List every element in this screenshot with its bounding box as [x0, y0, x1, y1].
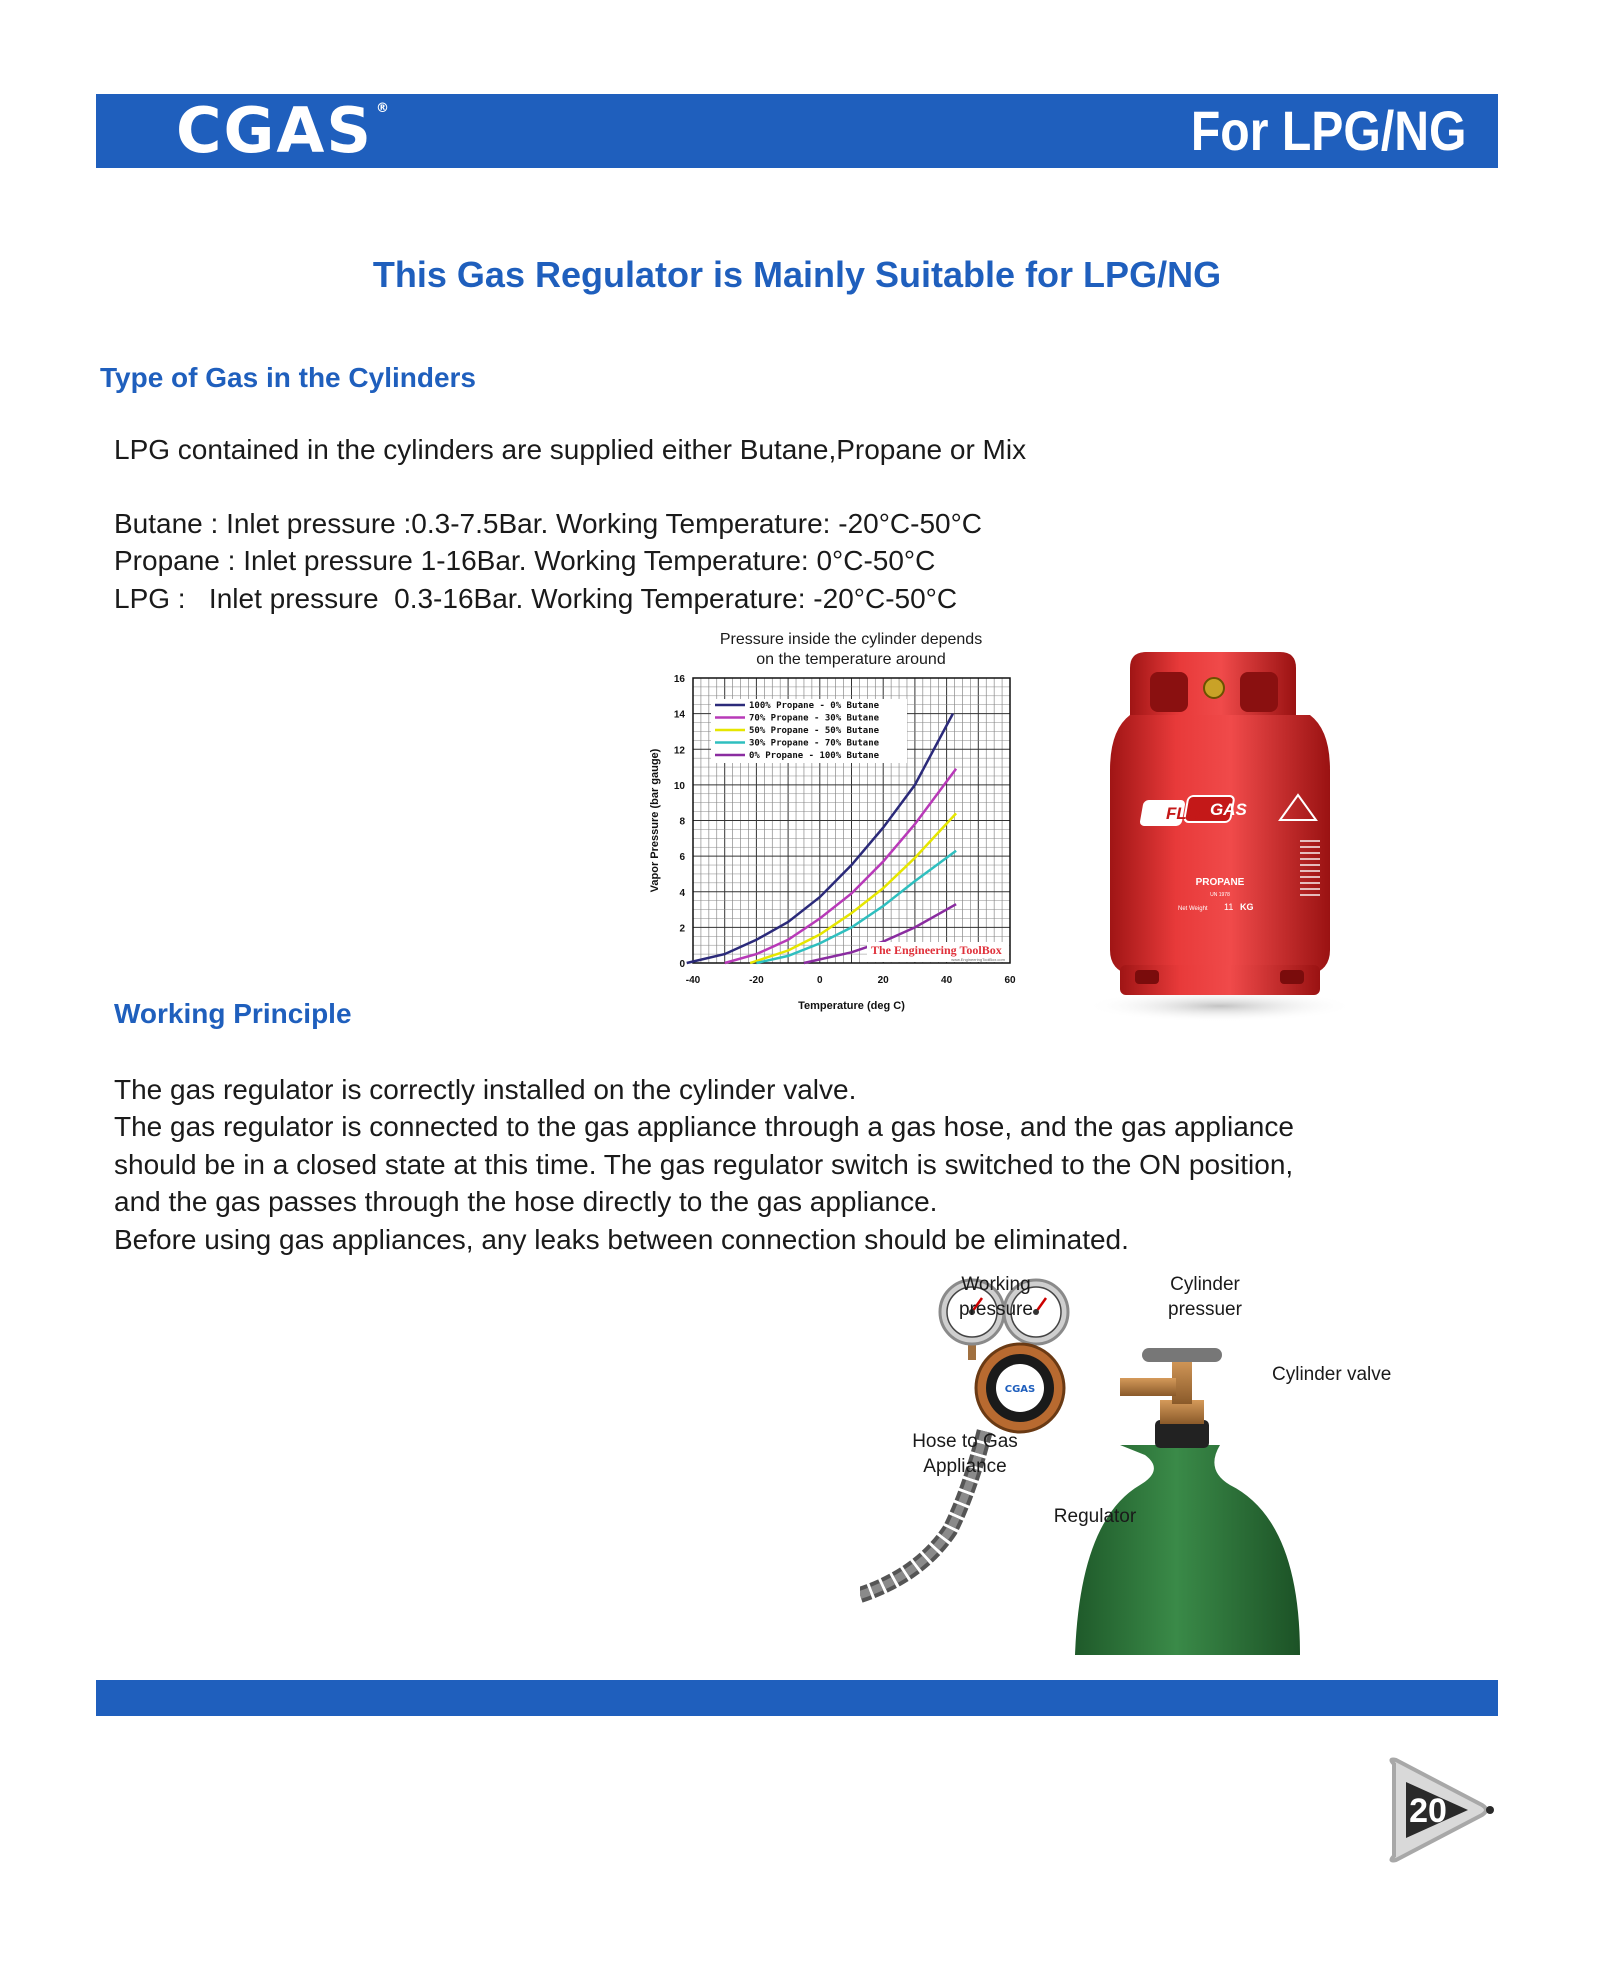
y-tick-label: 0 [679, 959, 685, 970]
y-axis-label: Vapor Pressure (bar gauge) [649, 748, 661, 893]
valve-base-icon [1155, 1420, 1209, 1448]
lpg-spec: LPG : Inlet pressure 0.3-16Bar. Working Temperature: -20°C-50°C [114, 583, 958, 614]
working-principle-heading: Working Principle [114, 998, 352, 1029]
regulator-badge: CGAS [1004, 1384, 1036, 1395]
label-cylinder-pressure-1: Cylinder [1170, 1274, 1240, 1295]
cylinder-weight-label: Net Weight [1178, 906, 1208, 912]
label-cylinder-pressure-2: pressuer [1168, 1299, 1242, 1320]
chart-watermark-url: www.EngineeringToolBox.com [951, 957, 1005, 962]
legend-label: 30% Propane - 70% Butane [749, 738, 880, 749]
legend-label: 100% Propane - 0% Butane [749, 701, 880, 711]
y-tick-label: 10 [673, 780, 685, 792]
working-line-2: The gas regulator is connected to the gas appliance through a gas hose, and the gas appliance [114, 1111, 1294, 1142]
label-working-pressure-2: pressure [959, 1299, 1033, 1320]
x-tick-label: 20 [877, 975, 889, 986]
header-title: For LPG/NG [1190, 99, 1466, 162]
play-arrow-icon [1380, 1750, 1500, 1870]
cylinder-product-code: UN 1978 [1210, 892, 1230, 898]
legend-label: 0% Propane - 100% Butane [749, 751, 880, 761]
cylinder-weight-unit: KG [1240, 902, 1254, 912]
registered-mark: ® [376, 101, 392, 116]
legend-label: 70% Propane - 30% Butane [749, 713, 880, 724]
x-tick-label: 40 [941, 975, 953, 986]
vapor-pressure-chart [640, 628, 1020, 1023]
propane-spec: Propane : Inlet pressure 1-16Bar. Working Temperature: 0°C-50°C [114, 545, 936, 576]
x-tick-label: 60 [1004, 975, 1016, 986]
label-hose-2: Appliance [923, 1456, 1007, 1477]
chart-watermark: The Engineering ToolBox [871, 943, 1002, 957]
propane-cylinder-image [1080, 640, 1360, 1030]
brand-logo [176, 94, 392, 167]
logo-text: CGAS [176, 94, 374, 167]
series-line [750, 813, 956, 963]
y-tick-label: 14 [673, 709, 685, 721]
cylinder-product: PROPANE [1195, 877, 1245, 888]
regulator-diagram [860, 1270, 1420, 1655]
label-cylinder-valve: Cylinder valve [1272, 1364, 1392, 1385]
page-number-badge [1380, 1750, 1500, 1870]
cylinder-valve-handle-icon [1142, 1348, 1222, 1362]
footer-bar [96, 1680, 1498, 1716]
working-line-5: Before using gas appliances, any leaks between connection should be eliminated. [114, 1224, 1129, 1255]
page-number: 20 [1409, 1792, 1447, 1830]
x-tick-label: -20 [749, 975, 764, 986]
chart-title-line: on the temperature around [756, 651, 946, 668]
regulator-diagram-svg [860, 1270, 1420, 1655]
gas-types-heading: Type of Gas in the Cylinders [100, 362, 477, 393]
x-tick-label: -40 [685, 975, 701, 986]
working-line-1: The gas regulator is correctly installed on the cylinder valve. [114, 1074, 857, 1105]
header-bar [96, 94, 1498, 168]
gas-intro-text: LPG contained in the cylinders are supplied either Butane,Propane or Mix [114, 434, 1027, 465]
label-hose-1: Hose to Gas [912, 1431, 1018, 1452]
propane-cylinder-illustration [1080, 640, 1360, 1030]
page-title: This Gas Regulator is Mainly Suitable for LPG/NG [372, 254, 1222, 295]
label-working-pressure-1: Working [961, 1274, 1031, 1295]
working-line-4: and the gas passes through the hose directly to the gas appliance. [114, 1186, 938, 1217]
chart-title-line: Pressure inside the cylinder depends [719, 631, 983, 648]
x-tick-label: 0 [817, 975, 823, 986]
y-tick-label: 16 [673, 674, 685, 685]
label-regulator: Regulator [1053, 1506, 1137, 1527]
y-tick-label: 4 [679, 887, 685, 899]
working-line-3: should be in a closed state at this time. The gas regulator switch is switched to the ON position, [114, 1149, 1294, 1180]
y-tick-label: 2 [679, 923, 685, 935]
y-tick-label: 6 [679, 852, 685, 864]
x-axis-label: Temperature (deg C) [798, 1000, 905, 1012]
flogas-brand-a: FLO [1166, 804, 1200, 823]
y-tick-label: 12 [673, 745, 685, 757]
gas-hose-icon [860, 1430, 985, 1595]
green-cylinder-icon [1075, 1445, 1300, 1655]
chart-svg [640, 628, 1020, 1023]
y-tick-label: 8 [679, 816, 685, 828]
butane-spec: Butane : Inlet pressure :0.3-7.5Bar. Working Temperature: -20°C-50°C [114, 508, 983, 539]
flogas-brand-b: GAS [1210, 800, 1247, 819]
legend-label: 50% Propane - 50% Butane [749, 726, 880, 736]
cylinder-weight-value: 11 [1224, 902, 1234, 912]
